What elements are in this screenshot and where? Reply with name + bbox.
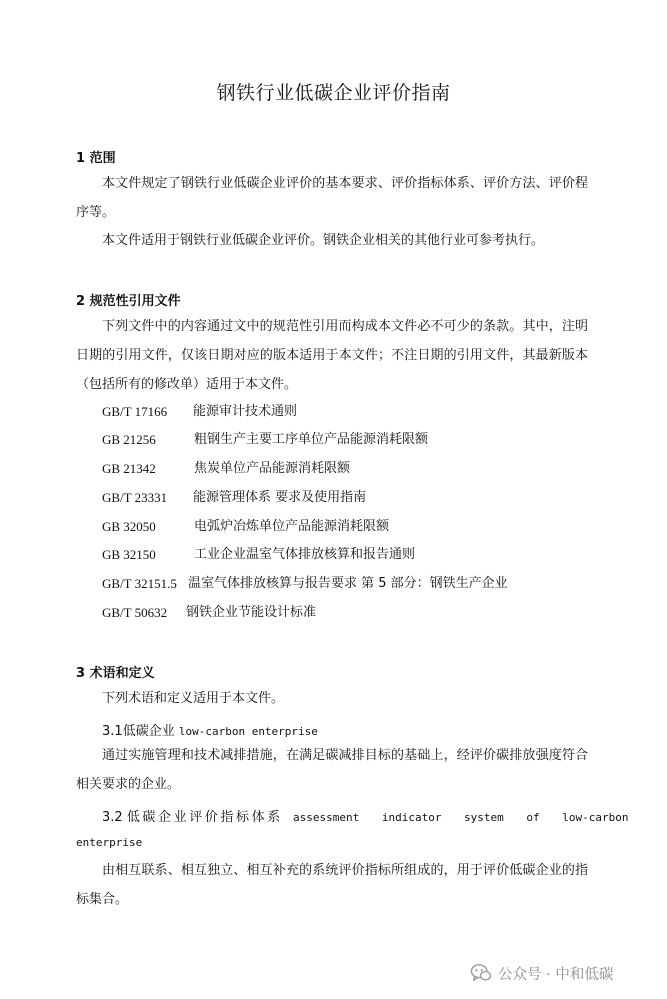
reference-name: 钢铁企业节能设计标准	[186, 605, 317, 620]
wechat-official-account-icon	[470, 963, 492, 983]
reference-code: GB/T 23331	[102, 490, 168, 505]
term-heading-3-1	[102, 720, 318, 739]
references-intro-paragraph: 下列文件中的内容通过文中的规范性引用而构成本文件必不可少的条款。其中，注明日期的引用文件，仅该日期对应的版本适用于本文件；不注日期的引用文件，其最新版本（包括所有的修改单）适用于本文件。	[76, 319, 588, 392]
section-heading-scope: 1 范围	[76, 151, 116, 166]
section-heading-terms: 3 术语和定义	[76, 666, 155, 681]
reference-name: 粗钢生产主要工序单位产品能源消耗限额	[194, 432, 429, 447]
reference-name: 焦炭单位产品能源消耗限额	[194, 461, 351, 476]
scope-paragraph-1: 本文件规定了钢铁行业低碳企业评价的基本要求、评价指标体系、评价方法、评价程序等。	[76, 176, 588, 220]
reference-code: GB/T 50632	[102, 605, 168, 620]
term-definition-3-2: 由相互联系、相互独立、相互补充的系统评价指标所组成的，用于评价低碳企业的指标集合。	[76, 863, 588, 907]
reference-code: GB 32050	[102, 519, 156, 534]
term-chinese-name: 低碳企业	[122, 724, 175, 739]
term-english-name: low-carbon enterprise	[178, 725, 318, 738]
term-number: 3.1	[102, 724, 123, 739]
reference-name: 能源审计技术通则	[193, 404, 298, 419]
term-number: 3.2	[102, 810, 123, 825]
terms-intro-paragraph: 下列术语和定义适用于本文件。	[102, 691, 285, 706]
term-english-name: assessment indicator system of low-carbon	[292, 811, 629, 824]
reference-name: 温室气体排放核算与报告要求 第 5 部分：钢铁生产企业	[188, 576, 508, 591]
reference-code: GB 21342	[102, 461, 156, 476]
term-chinese-name: 低碳企业评价指标体系	[126, 810, 283, 825]
reference-code: GB 32150	[102, 547, 156, 562]
reference-code: GB 21256	[102, 432, 156, 447]
term-english-name-continued: enterprise	[76, 836, 143, 849]
wechat-watermark	[470, 962, 613, 984]
reference-name: 电弧炉冶炼单位产品能源消耗限额	[194, 519, 390, 534]
term-heading-3-2	[102, 806, 629, 825]
reference-code: GB/T 32151.5	[102, 576, 177, 591]
reference-name: 能源管理体系 要求及使用指南	[193, 490, 367, 505]
term-definition-3-1: 通过实施管理和技术减排措施，在满足碳减排目标的基础上，经评价碳排放强度符合相关要求的企业。	[76, 748, 588, 792]
watermark-label: 公众号 · 中和低碳	[498, 966, 614, 983]
section-heading-normative-references: 2 规范性引用文件	[76, 294, 181, 309]
reference-code: GB/T 17166	[102, 404, 168, 419]
reference-name: 工业企业温室气体排放核算和报告通则	[194, 547, 416, 562]
document-title: 钢铁行业低碳企业评价指南	[216, 82, 451, 104]
scope-paragraph-2: 本文件适用于钢铁行业低碳企业评价。钢铁企业相关的其他行业可参考执行。	[102, 233, 545, 248]
